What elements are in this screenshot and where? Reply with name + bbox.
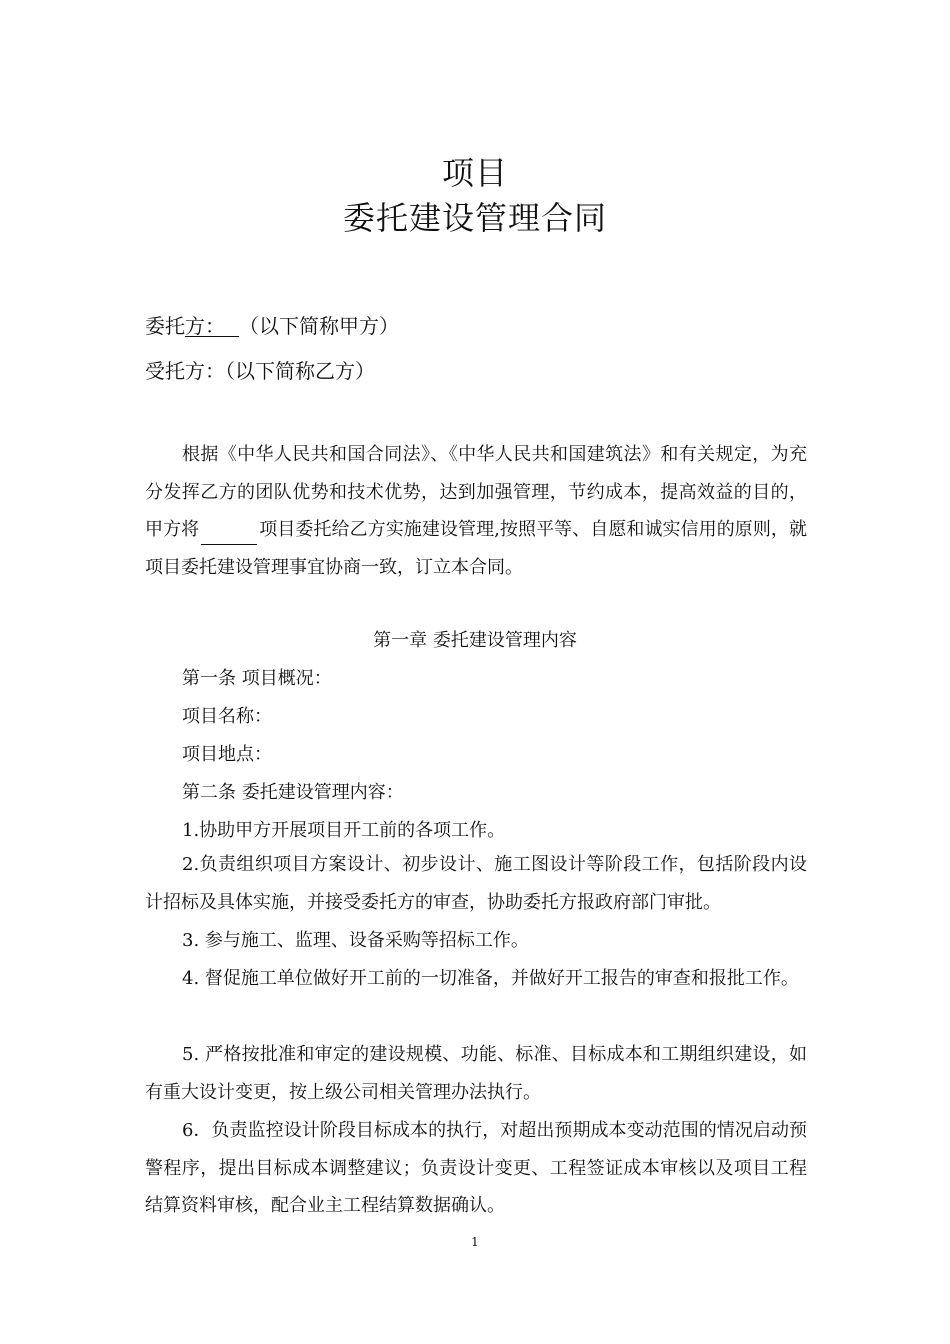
party-a-line [145, 310, 399, 339]
article-1-heading: 第一条 项目概况： [182, 668, 332, 689]
article-2-heading: 第二条 委托建设管理内容： [182, 782, 404, 803]
party-a-note: （以下简称甲方） [239, 314, 399, 338]
page-number: 1 [471, 1235, 479, 1249]
document-title-line-1: 项目 [441, 154, 508, 192]
project-location-label: 项目地点： [182, 744, 272, 765]
party-a-label: 委托方： [145, 314, 225, 338]
list-item-3: 3. 参与施工、监理、设备采购等招标工作。 [182, 930, 529, 951]
party-a-blank [185, 314, 239, 337]
party-b-line: 受托方：（以下简称乙方） [145, 359, 375, 383]
list-item-2: 2.负责组织项目方案设计、初步设计、施工图设计等阶段工作，包括阶段内设计招标及具体实施，并接受委托方的审查，协助委托方报政府部门审批。 [145, 854, 807, 913]
chapter-heading: 第一章 委托建设管理内容 [373, 630, 577, 651]
list-item-6: 6．负责监控设计阶段目标成本的执行，对超出预期成本变动范围的情况启动预警程序，提出目标成本调整建议；负责设计变更、工程签证成本审核以及项目工程结算资料审核，配合业主工程结算数据确认。 [145, 1120, 807, 1216]
intro-text-part-1: 根据《中华人民共和国合同法》、《中华人民共和国建筑法》和有关规定，为充分发挥乙方的团队优势和技术优势，达到加强管理，节约成本，提高效益的目的，甲方将 [145, 444, 807, 540]
list-item-1: 1.协助甲方开展项目开工前的各项工作。 [182, 820, 506, 841]
document-title-line-2: 委托建设管理合同 [342, 199, 607, 237]
list-item-4: 4. 督促施工单位做好开工前的一切准备，并做好开工报告的审查和报批工作。 [182, 968, 799, 989]
intro-paragraph [145, 436, 807, 586]
intro-text-part-2: 项目委托给乙方实施建设管理,按照平等、自愿和诚实信用的原则，就项目委托建设管理事宜协商一致，订立本合同。 [145, 519, 808, 578]
list-item-5: 5. 严格按批准和审定的建设规模、功能、标准、目标成本和工期组织建设，如有重大设计变更，按上级公司相关管理办法执行。 [145, 1044, 807, 1103]
project-name-label: 项目名称： [182, 706, 272, 727]
project-name-blank [201, 522, 257, 545]
